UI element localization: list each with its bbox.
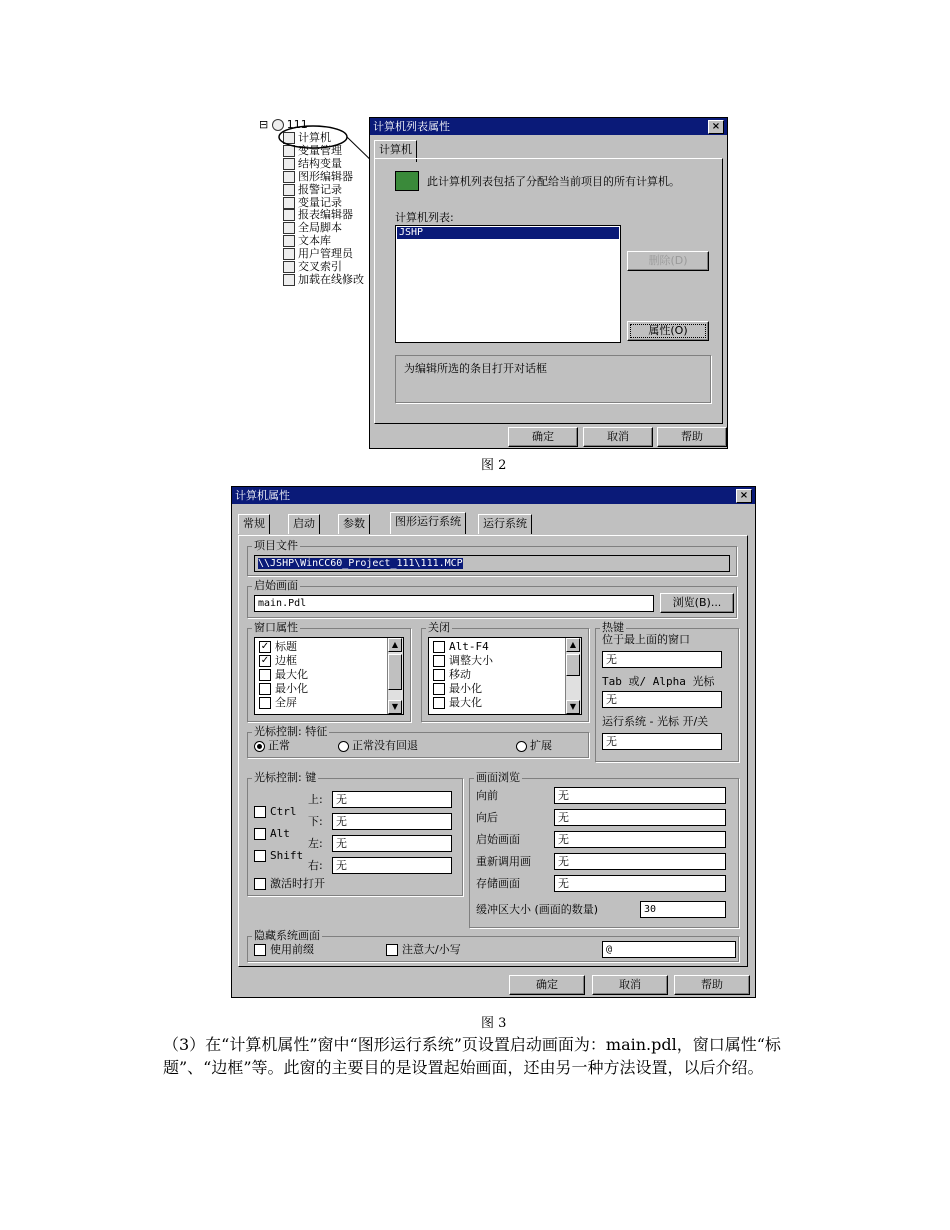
tree-item[interactable] — [283, 234, 331, 247]
radio-normal[interactable]: 正常 — [254, 739, 290, 753]
delete-button[interactable]: 删除(D) — [627, 251, 709, 271]
checkbox-icon: ✓ — [260, 641, 270, 652]
tab-computer[interactable]: 计算机 — [374, 140, 417, 162]
list-item[interactable] — [433, 654, 493, 667]
ctrl-checkbox[interactable]: Ctrl — [254, 805, 297, 819]
list-item-label: Alt-F4 — [449, 640, 489, 653]
list-item-label: 最小化 — [275, 682, 308, 695]
checkbox-icon — [254, 806, 266, 818]
tree-item[interactable] — [283, 273, 364, 286]
computer-list-properties-dialog — [369, 117, 728, 449]
tree-item-icon — [283, 235, 295, 247]
screen-browse-label-item: 启始画面 — [476, 833, 520, 846]
checkbox-icon — [254, 850, 266, 862]
tree-item[interactable] — [283, 221, 342, 234]
scroll-up-icon[interactable]: ▲ — [388, 638, 402, 652]
alt-checkbox[interactable]: Alt — [254, 827, 290, 841]
hotkey-runtime-input[interactable]: 无 — [602, 733, 722, 750]
screen-browse-input[interactable]: 无 — [554, 853, 726, 870]
list-item-label: 标题 — [275, 640, 297, 653]
project-file-label: 项目文件 — [254, 539, 298, 552]
buffer-size-label: 缓冲区大小 (画面的数量) — [476, 903, 599, 916]
hide-system-screens-group — [247, 929, 739, 962]
direction-input[interactable]: 无 — [332, 813, 452, 830]
direction-label: 上: — [308, 793, 323, 806]
screen-browse-label-item: 存储画面 — [476, 877, 520, 890]
case-sensitive-checkbox[interactable]: 注意大/小写 — [386, 943, 461, 957]
tree-item-label: 全局脚本 — [298, 221, 342, 235]
cancel-button[interactable]: 取消 — [583, 427, 653, 447]
tree-item-icon — [283, 248, 295, 260]
direction-input[interactable]: 无 — [332, 791, 452, 808]
tab-startup[interactable]: 启动 — [288, 514, 320, 534]
list-item[interactable] — [259, 640, 297, 653]
tree-item-label: 变量记录 — [298, 195, 342, 209]
list-item[interactable] — [259, 654, 297, 667]
direction-input[interactable]: 无 — [332, 857, 452, 874]
shift-checkbox[interactable]: Shift — [254, 849, 303, 863]
tree-item-icon — [283, 209, 295, 221]
ok-button[interactable]: 确定 — [509, 975, 585, 995]
help-button[interactable]: 帮助 — [674, 975, 750, 995]
project-file-field — [254, 555, 730, 572]
dialog-title: 计算机列表属性 — [370, 118, 727, 135]
computer-list[interactable] — [395, 225, 621, 343]
direction-label: 左: — [308, 837, 323, 850]
scroll-up-icon[interactable]: ▲ — [566, 638, 580, 652]
hotkey-top-label: 位于最上面的窗口 — [602, 633, 690, 646]
cancel-button[interactable]: 取消 — [592, 975, 668, 995]
hide-system-screens-label: 隐藏系统画面 — [254, 929, 320, 942]
radio-icon — [516, 741, 527, 752]
list-item[interactable] — [259, 696, 297, 709]
tree-item-label: 用户管理员 — [298, 247, 353, 261]
tree-item-label: 变量管理 — [298, 143, 342, 157]
radio-icon — [338, 741, 349, 752]
checkbox-icon — [386, 944, 398, 956]
direction-label: 右: — [308, 859, 323, 872]
tab-parameters[interactable]: 参数 — [338, 514, 370, 534]
screen-browse-input[interactable]: 无 — [554, 831, 726, 848]
tree-item-icon — [283, 261, 295, 273]
tree-item-label: 加载在线修改 — [298, 272, 364, 286]
tab-general[interactable]: 常规 — [238, 514, 270, 534]
scrollbar[interactable] — [387, 638, 403, 714]
buffer-size-input[interactable]: 30 — [640, 901, 726, 918]
properties-button[interactable]: 属性(O) — [627, 321, 709, 341]
scroll-down-icon[interactable]: ▼ — [388, 700, 402, 714]
hotkey-tab-label: Tab 或/ Alpha 光标 — [602, 675, 715, 688]
computer-icon — [395, 171, 419, 191]
checkbox-icon — [254, 828, 266, 840]
list-item[interactable] — [433, 682, 482, 695]
browse-button[interactable]: 浏览(B)... — [660, 593, 734, 613]
tab-panel — [374, 158, 723, 424]
scroll-thumb[interactable] — [388, 654, 402, 690]
screen-browse-label-item: 向前 — [476, 789, 498, 802]
tree-item[interactable] — [283, 260, 342, 273]
radio-extended[interactable]: 扩展 — [516, 739, 552, 753]
list-item-label: 最大化 — [449, 696, 482, 709]
list-item-label: 边框 — [275, 654, 297, 667]
use-prefix-checkbox[interactable]: 使用前缀 — [254, 943, 314, 957]
tree-root[interactable]: ⊟ 111 — [259, 118, 308, 131]
screen-browse-label: 画面浏览 — [476, 771, 520, 784]
hotkey-tab-input[interactable]: 无 — [602, 691, 722, 708]
info-text: 此计算机列表包括了分配给当前项目的所有计算机。 — [427, 175, 680, 188]
close-label: 关闭 — [428, 621, 450, 634]
checkbox-icon: ✓ — [260, 655, 270, 666]
tab-panel — [238, 535, 748, 967]
tree-item-label: 交叉索引 — [298, 260, 342, 273]
checkbox-icon — [433, 669, 445, 681]
figure-3-caption: 图 3 — [481, 1016, 507, 1031]
figure-2-caption: 图 2 — [481, 458, 507, 473]
screen-browse-label-item: 重新调用画 — [476, 855, 531, 868]
list-item[interactable]: JSHP — [397, 227, 619, 239]
project-file-group — [247, 539, 737, 576]
checkbox-icon — [259, 697, 271, 709]
list-item[interactable] — [433, 640, 489, 653]
window-attributes-group — [247, 621, 411, 722]
description-text: 为编辑所选的条目打开对话框 — [404, 362, 547, 375]
radio-normal-no-rollback[interactable]: 正常没有回退 — [338, 739, 418, 753]
cursor-characteristic-label: 光标控制: 特征 — [254, 725, 328, 738]
radio-selected-icon — [254, 741, 265, 752]
tree-item-label: 计算机 — [298, 131, 331, 144]
checkbox-icon — [259, 669, 271, 681]
tab-runtime[interactable]: 运行系统 — [478, 514, 532, 534]
dialog-title: 计算机属性 — [232, 487, 755, 504]
hotkey-top-input[interactable]: 无 — [602, 651, 722, 668]
screen-browse-input[interactable]: 无 — [554, 809, 726, 826]
tree-item[interactable] — [283, 208, 353, 221]
list-item-label: 最小化 — [449, 682, 482, 695]
checkbox-icon — [254, 944, 266, 956]
close-list[interactable] — [428, 637, 582, 715]
cursor-keys-label: 光标控制: 键 — [254, 771, 317, 784]
screen-browse-group — [469, 771, 739, 928]
body-paragraph: （3）在“计算机属性”窗中“图形运行系统”页设置启动画面为：main.pdl，窗口属性“标题”、“边框”等。此窗的主要目的是设置起始画面，还由另一种方法设置，以后介绍。 — [163, 1035, 781, 1077]
project-file-path: \\JSHP\WinCC60_Project_111\111.MCP — [258, 558, 463, 569]
tree-item-label: 图形编辑器 — [298, 169, 353, 183]
window-attributes-label: 窗口属性 — [254, 621, 298, 634]
scrollbar[interactable] — [565, 638, 581, 714]
screen-browse-input[interactable]: 无 — [554, 787, 726, 804]
help-button[interactable]: 帮助 — [657, 427, 727, 447]
tree-item-label: 报警记录 — [298, 182, 342, 196]
hotkey-group — [595, 621, 739, 762]
computer-properties-dialog — [231, 486, 756, 998]
list-item-label: 移动 — [449, 668, 471, 681]
tree-item-label: 结构变量 — [298, 156, 342, 170]
tab-strip — [238, 514, 738, 536]
start-screen-input[interactable]: main.Pdl — [254, 595, 654, 612]
prefix-input[interactable]: @ — [602, 941, 736, 958]
list-item[interactable] — [433, 696, 482, 709]
checkbox-icon — [259, 683, 271, 695]
tree-item[interactable] — [283, 247, 353, 260]
description-box — [395, 355, 711, 403]
close-group — [421, 621, 589, 722]
tree-item-icon — [283, 222, 295, 234]
start-screen-label: 启始画面 — [254, 579, 298, 592]
ok-button[interactable]: 确定 — [508, 427, 578, 447]
direction-input[interactable]: 无 — [332, 835, 452, 852]
window-attributes-list[interactable] — [254, 637, 404, 715]
checkbox-icon — [433, 655, 445, 667]
checkbox-icon — [433, 641, 445, 653]
checkbox-icon — [254, 878, 266, 890]
screen-browse-label-item: 向后 — [476, 811, 498, 824]
list-item[interactable] — [259, 682, 308, 695]
checkbox-icon — [433, 683, 445, 695]
hotkey-runtime-label: 运行系统 - 光标 开/关 — [602, 715, 709, 728]
list-item-label: 全屏 — [275, 696, 297, 709]
list-item[interactable] — [433, 668, 471, 681]
screen-browse-input[interactable]: 无 — [554, 875, 726, 892]
scroll-thumb[interactable] — [566, 654, 580, 676]
close-icon[interactable]: × — [736, 489, 752, 503]
checkbox-icon — [433, 697, 445, 709]
activate-open-checkbox[interactable]: 激活时打开 — [254, 877, 325, 891]
hotkey-label: 热键 — [602, 621, 624, 634]
cursor-characteristic-group — [247, 725, 589, 758]
tree-item-label: 文本库 — [298, 234, 331, 248]
list-label: 计算机列表: — [395, 211, 454, 224]
tab-graphics-runtime[interactable]: 图形运行系统 — [390, 512, 466, 534]
tree-item-icon — [283, 274, 295, 286]
scroll-down-icon[interactable]: ▼ — [566, 700, 580, 714]
list-item-label: 调整大小 — [449, 654, 493, 667]
start-screen-group — [247, 579, 737, 618]
close-icon[interactable]: × — [708, 120, 724, 134]
cursor-keys-group — [247, 771, 463, 896]
list-item-label: 最大化 — [275, 668, 308, 681]
tree-item-label: 报表编辑器 — [298, 208, 353, 222]
direction-label: 下: — [308, 815, 323, 828]
list-item[interactable] — [259, 668, 308, 681]
